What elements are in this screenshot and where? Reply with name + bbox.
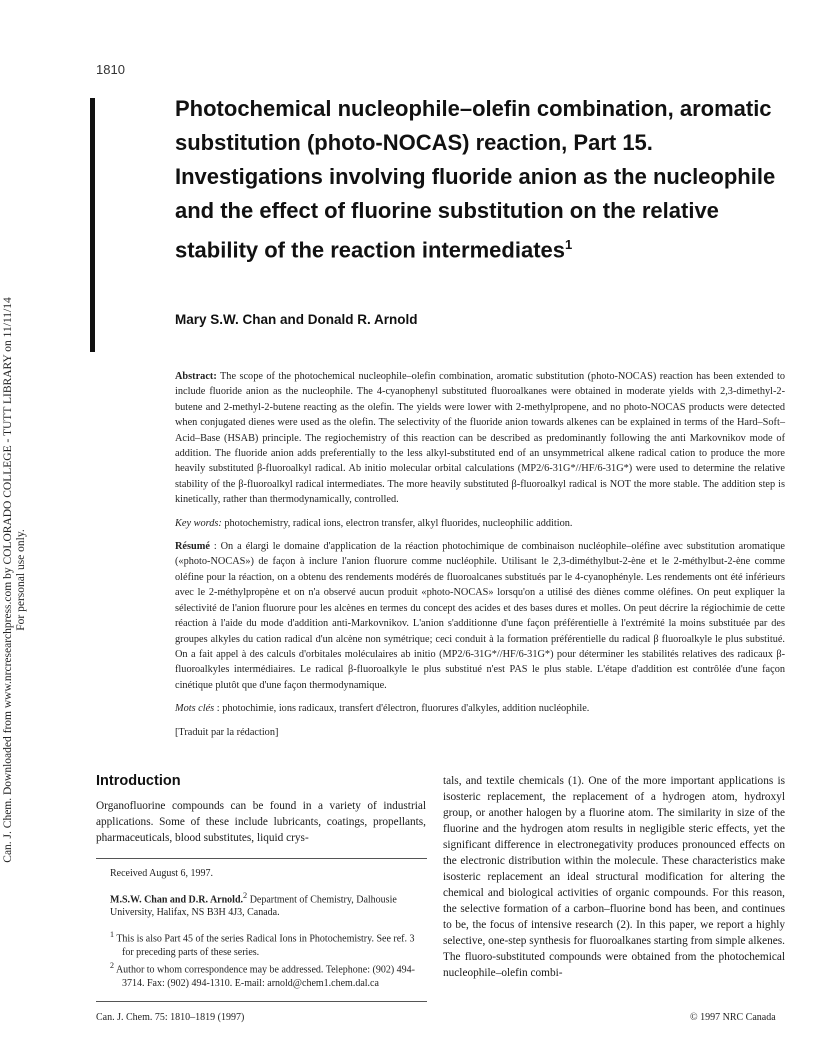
mots-cles-paragraph <box>175 701 785 716</box>
abstract-text: The scope of the photochemical nucleophile–olefin combination, aromatic substitution (photo-NOCAS) reaction has been extended to include fluoride anion as the nucleophile. The 4-cyanophenyl substituted fluoroalkanes were obtained in moderate yields with 2,3-dimethyl-2-butene and 2-methyl-2-butene reacting as the olefin. The yields were lower with 2-methylpropene, and no photo-NOCAS products were detected when conjugated dienes were used as the olefin. The selectivity of the fluoride anion towards alkenes can be explained in terms of the Hard–Soft–Acid–Base (HSAB) principle. The regiochemistry of this reaction can be described as predominantly following the anti Markovnikov mode of addition. The fluoride anion adds preferentially to the less alkyl-substituted end of an unsymmetrical alkene radical cation to produce the more heavily substituted β-fluoroalkyl radical. Ab initio molecular orbital calculations (MP2/6-31G*//HF/6-31G*) were used to determine the relative stability of the β-fluoroalkyl radical intermediates. The more heavily substituted β-fluoroalkyl radical is NOT the more stable. The addition step is kinetically, rather than thermodynamically, controlled. <box>175 371 785 506</box>
key-words-text: photochemistry, radical ions, electron transfer, alkyl fluorides, nucleophilic addition. <box>221 517 573 529</box>
footnote-1 <box>110 928 427 959</box>
intro-right-text: tals, and textile chemicals (1). One of the more important applications is isosteric replacement, the replacement of a hydrogen atom, hydroxyl group, or another halogen by a fluorine atom. The similarity in size of the fluorine and the hydrogen atom results in negligible steric effects, yet the significant difference in electronegativity produces pronounced effects on the electronic distribution within the molecule. These characteristics make isosteric replacement an ideal structural modification for altering the chemical and biological activities of organic compounds. For this reason, the selective formation of a carbon–fluorine bond has been, and continues to be, the focus of intensive research (2). In this paper, we report a highly selective, one-step synthesis for fluoroalkanes starting from simple alkenes. The fluoro-substituted compounds were obtained from the photochemical nucleophile–olefin combi- <box>443 775 785 979</box>
footnote-1-text: This is also Part 45 of the series Radical Ions in Photochemistry. See ref. 3 for preceding parts of these series. <box>116 933 415 958</box>
download-watermark <box>2 260 28 900</box>
affiliation-mark: 2 <box>243 890 248 900</box>
copyright-notice: © 1997 NRC Canada <box>690 1012 776 1023</box>
intro-left-column <box>96 798 426 846</box>
author-names: Mary S.W. Chan and Donald R. Arnold <box>175 312 418 327</box>
resume-text: : On a élargi le domaine d'application de la réaction photochimique de combinaison nucléophile–oléfine avec substitution aromatique («photo-NOCAS») de façon à inclure l'anion fluorure comme nucléophile. Utilisant le 2,3-diméthylbut-2-ène et le 2-méthylbut-2-ène comme oléfine pour la réaction, on a obtenu des rendements modérés de fluoroalcanes substitués par le 4-cyanophényle. Les rendements ont été inférieurs avec le 2-méthylpropène et on n'a observé aucun produit «photo-NOCAS» lorsqu'on a utilisé des diènes comme oléfines. On peut expliquer la sélectivité de l'anion fluorure pour les alcènes en termes du concept des acides et des bases dures et molles. On peut décrire la régiochimie de cette réaction à l'aide du mode d'addition anti-Markovnikov. L'anion s'additionne d'une façon préférentielle à l'extrémité la moins substituée par des groupes alkyles du cation radical d'un alcène non symétrique; ceci conduit à la formation préférentielle du radical β fluoroalkyle le plus substitué. On a fait appel à des calculs d'orbitales moléculaires ab initio (MP2/6-31G*//HF/6-31G*) pour déterminer les stabilités relatives des radicaux β-fluoroalkyles intermédiaires. Le radical β-fluoroalkyle le plus substitué n'est PAS le plus stable. L'étape d'addition est contrôlée d'une façon cinétique plutôt que d'une façon thermodynamique. <box>175 541 785 691</box>
intro-right-column <box>443 773 785 981</box>
key-words-paragraph <box>175 516 785 531</box>
affiliation-names: M.S.W. Chan and D.R. Arnold. <box>110 893 244 905</box>
resume-paragraph <box>175 539 785 693</box>
title-footnote-mark: 1 <box>564 237 573 252</box>
author-list <box>175 312 418 327</box>
article-title <box>175 92 790 267</box>
affiliation-note <box>110 889 427 920</box>
footnote-1-mark: 1 <box>110 929 114 939</box>
translation-note: [Traduit par la rédaction] <box>175 726 279 738</box>
footnote-box <box>96 858 427 1002</box>
article-title-text: Photochemical nucleophile–olefin combination, aromatic substitution (photo-NOCAS) reaction, Part 15. Investigations involving fluoride anion as the nucleophile and the effect of fluorine substitution on the relative stability of the reaction intermediates <box>175 96 776 263</box>
mots-cles-label: Mots clés <box>175 703 215 715</box>
footnote-2-text: Author to whom correspondence may be addressed. Telephone: (902) 494-3714. Fax: (902) 494-1310. E-mail: arnold@chem1.chem.dal.ca <box>115 964 415 989</box>
title-accent-bar <box>90 98 95 352</box>
footnote-2 <box>110 959 427 990</box>
watermark-line-2: For personal use only. <box>15 529 27 631</box>
affiliation-text: Department of Chemistry, Dalhousie University, Halifax, NS B3H 4J3, Canada. <box>110 893 397 919</box>
introduction-heading: Introduction <box>96 773 181 789</box>
abstract-label: Abstract: <box>175 371 217 382</box>
journal-citation: Can. J. Chem. 75: 1810–1819 (1997) <box>96 1012 245 1023</box>
mots-cles-text: : photochimie, ions radicaux, transfert d'électron, fluorures d'alkyles, addition nucléophile. <box>214 703 590 715</box>
footnote-2-mark: 2 <box>110 961 114 971</box>
page-number: 1810 <box>96 62 125 77</box>
abstract-section <box>175 369 785 740</box>
key-words-label: Key words: <box>175 517 222 529</box>
received-date: Received August 6, 1997. <box>110 868 214 879</box>
abstract-paragraph <box>175 369 785 508</box>
watermark-line-1: Can. J. Chem. Downloaded from www.nrcresearchpress.com by COLORADO COLLEGE - TUTT LIBRARY on 11/11/14 <box>2 297 14 863</box>
resume-label: Résumé <box>175 541 210 553</box>
intro-left-text: Organofluorine compounds can be found in a variety of industrial applications. Some of these include lubricants, coatings, propellants, pharmaceuticals, blood substitutes, liquid crys- <box>96 800 426 844</box>
